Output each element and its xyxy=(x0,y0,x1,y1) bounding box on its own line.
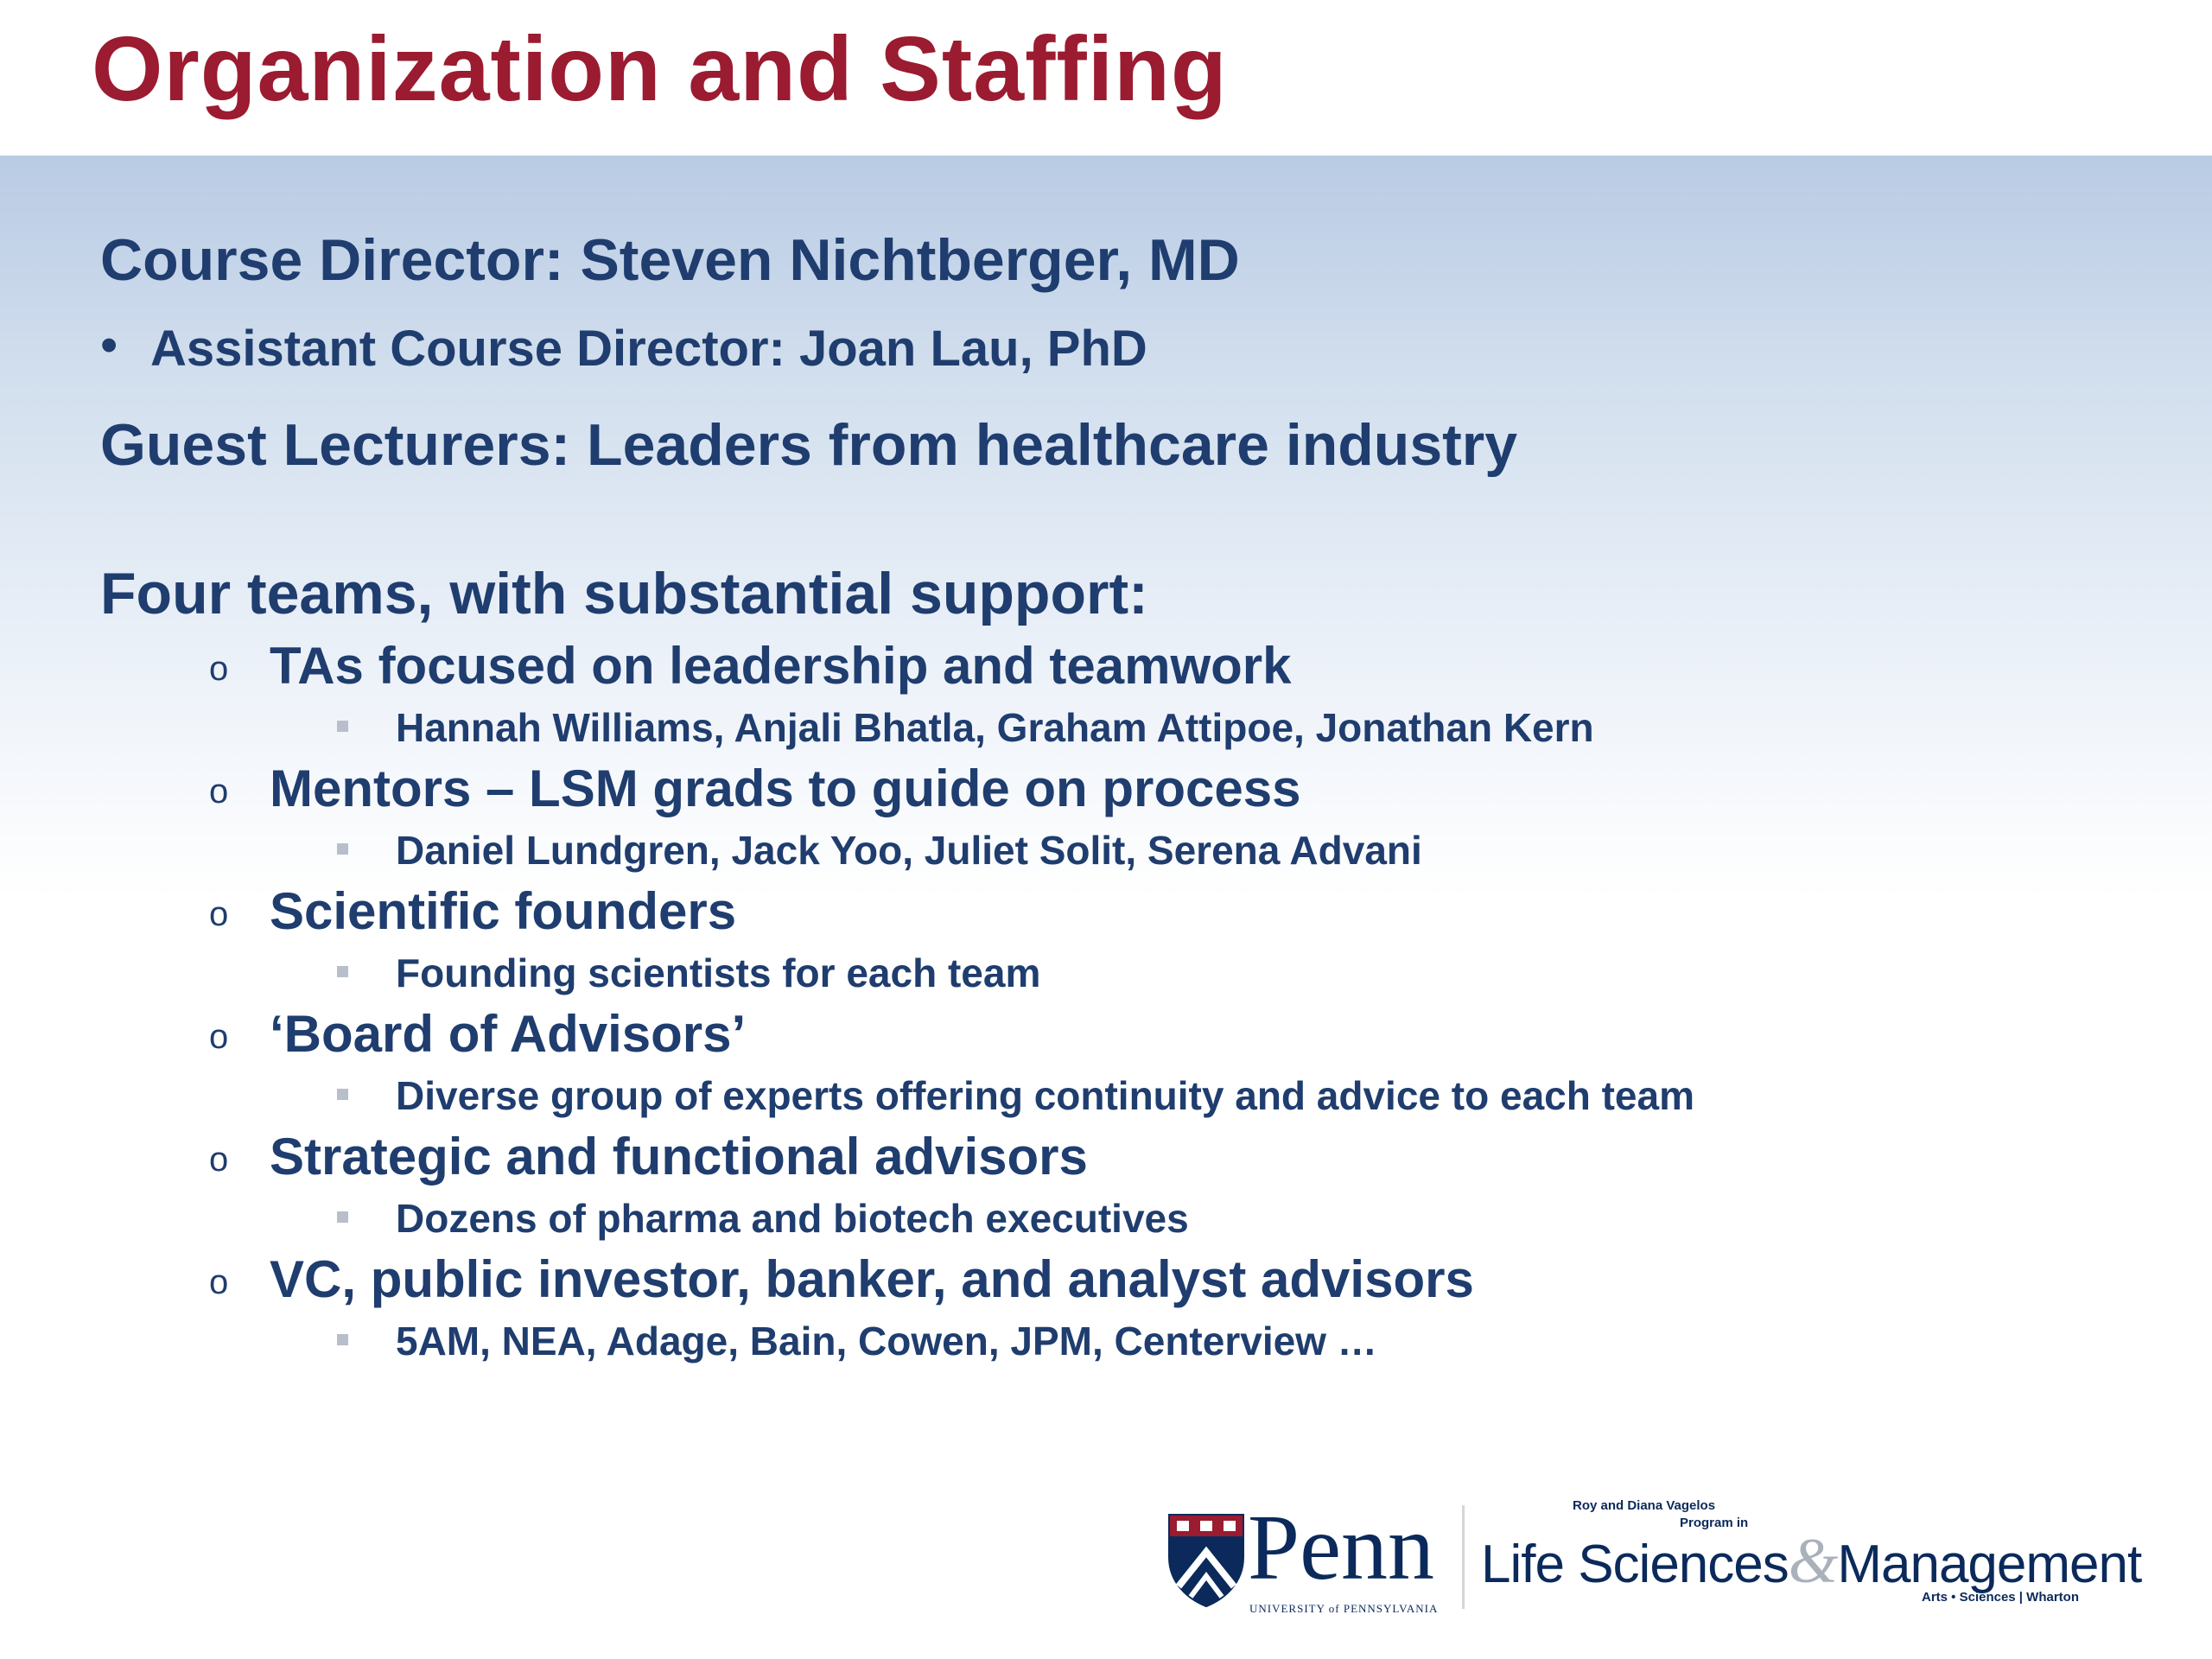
circle-bullet-icon: o xyxy=(209,772,229,810)
title-bar xyxy=(0,0,2212,156)
penn-shield-icon xyxy=(1166,1512,1246,1607)
circle-bullet-icon: o xyxy=(209,895,229,933)
support-item-label: TAs focused on leadership and teamwork xyxy=(270,637,1292,695)
square-bullet-icon xyxy=(337,966,348,977)
circle-bullet-icon: o xyxy=(209,1018,229,1056)
assistant-director-line: Assistant Course Director: Joan Lau, PhD xyxy=(150,321,1147,377)
teams-heading: Four teams, with substantial support: xyxy=(100,561,1148,626)
support-item-detail: Dozens of pharma and biotech executives xyxy=(396,1196,1189,1241)
circle-bullet-icon: o xyxy=(209,650,229,688)
support-item-detail: Diverse group of experts offering continuity and advice to each team xyxy=(396,1073,1694,1118)
logo-divider xyxy=(1462,1505,1465,1609)
support-item-label: ‘Board of Advisors’ xyxy=(270,1005,747,1063)
support-item-detail: 5AM, NEA, Adage, Bain, Cowen, JPM, Centerview … xyxy=(396,1319,1377,1363)
square-bullet-icon xyxy=(337,843,348,855)
lsm-ampersand: & xyxy=(1788,1526,1838,1597)
circle-bullet-icon: o xyxy=(209,1141,229,1179)
support-item-label: Scientific founders xyxy=(270,882,737,940)
square-bullet-icon xyxy=(337,1334,348,1345)
support-item-label: VC, public investor, banker, and analyst advisors xyxy=(270,1250,1474,1308)
lsm-bottom-line: Arts • Sciences | Wharton xyxy=(1922,1590,2079,1605)
lsm-wordmark xyxy=(1481,1526,2142,1597)
support-item-label: Mentors – LSM grads to guide on process xyxy=(270,760,1301,817)
penn-subtitle: UNIVERSITY of PENNSYLVANIA xyxy=(1249,1602,1439,1615)
lsm-top-line1: Roy and Diana Vagelos xyxy=(1573,1498,1716,1513)
support-item-label: Strategic and functional advisors xyxy=(270,1128,1088,1185)
support-item-detail: Hannah Williams, Anjali Bhatla, Graham Attipoe, Jonathan Kern xyxy=(396,705,1594,750)
footer-logos xyxy=(1158,1486,2142,1633)
support-item-detail: Founding scientists for each team xyxy=(396,950,1041,995)
penn-wordmark: Penn xyxy=(1248,1497,1434,1599)
lsm-part2: Management xyxy=(1837,1535,2142,1594)
guest-lecturers-line: Guest Lecturers: Leaders from healthcare industry xyxy=(100,412,1518,478)
support-item-detail: Daniel Lundgren, Jack Yoo, Juliet Solit, Serena Advani xyxy=(396,828,1422,873)
slide-title: Organization and Staffing xyxy=(92,18,1228,120)
square-bullet-icon xyxy=(337,1211,348,1223)
lsm-part1: Life Sciences xyxy=(1481,1535,1789,1594)
square-bullet-icon xyxy=(337,1089,348,1100)
square-bullet-icon xyxy=(337,721,348,732)
course-director-line: Course Director: Steven Nichtberger, MD xyxy=(100,227,1240,293)
bullet-dot: • xyxy=(100,317,118,373)
lsm-top-line2: Program in xyxy=(1680,1516,1749,1530)
circle-bullet-icon: o xyxy=(209,1263,229,1301)
